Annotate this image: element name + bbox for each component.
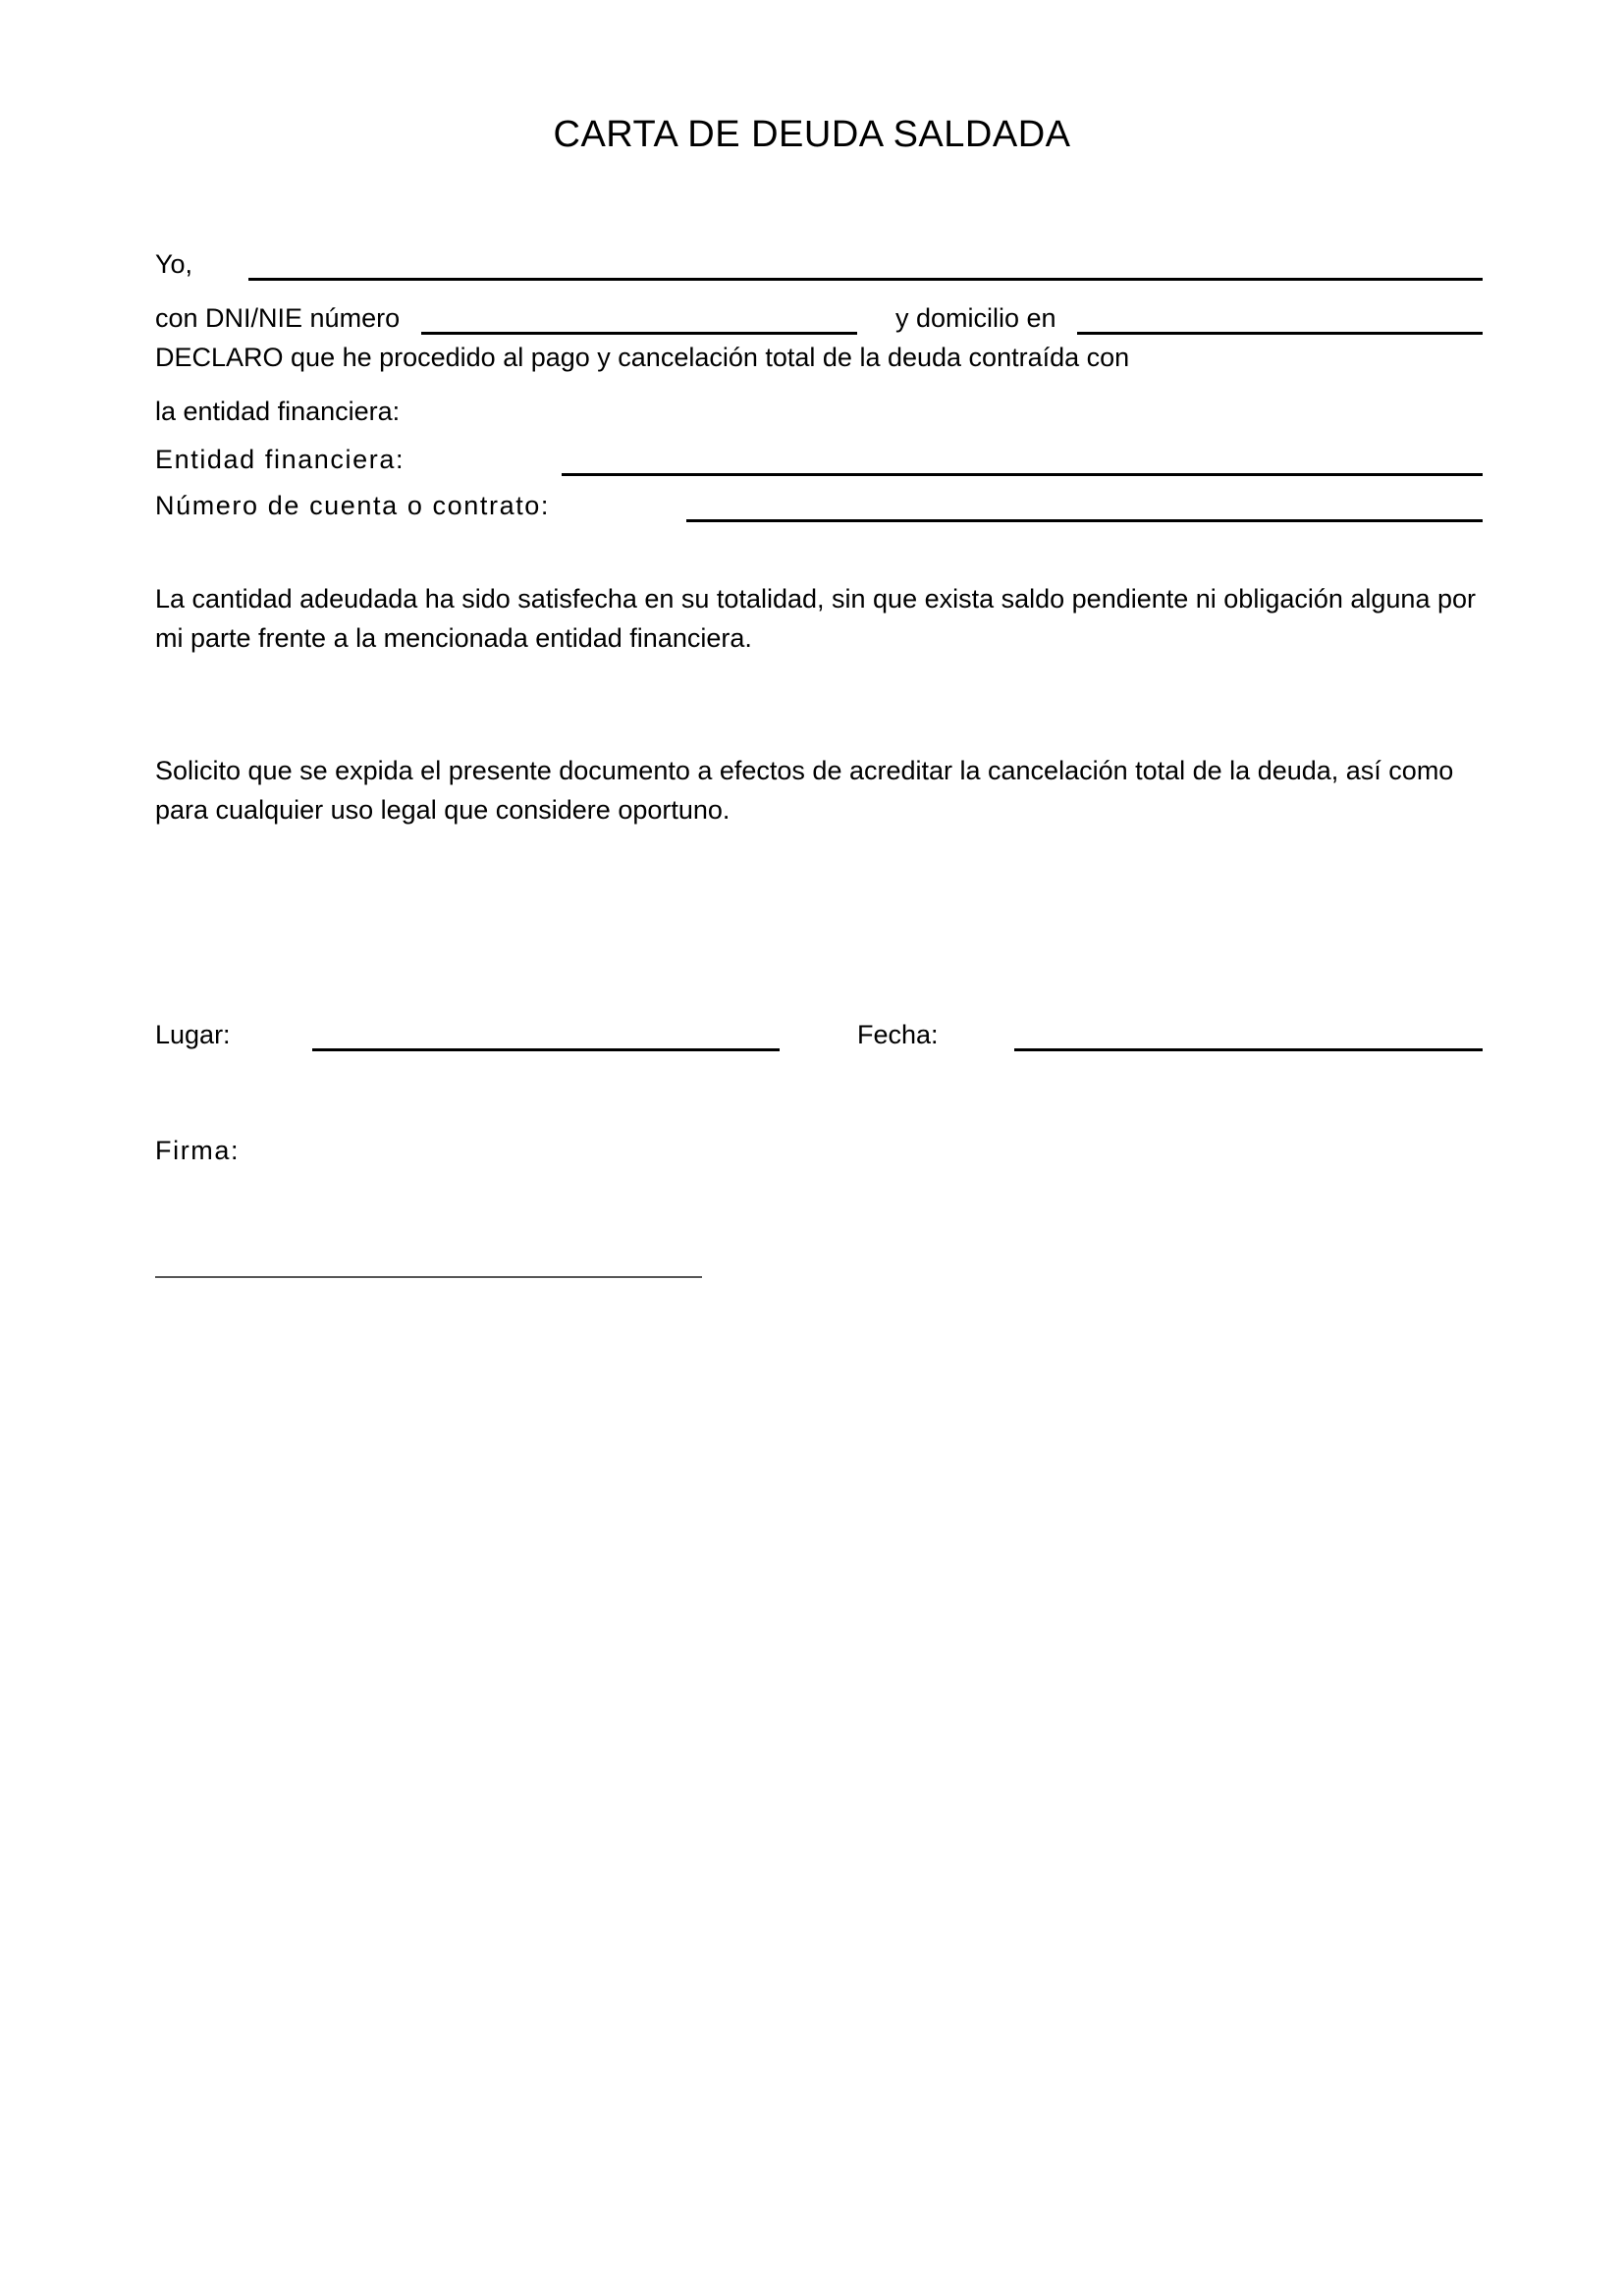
entity-label: Entidad financiera: [155,445,406,474]
place-field[interactable] [312,1048,780,1051]
entity-intro: la entidad financiera: [155,397,401,426]
signature-label: Firma: [155,1136,241,1165]
declarant-name-field[interactable] [248,278,1483,281]
date-field[interactable] [1014,1048,1483,1051]
financial-entity-field[interactable] [562,473,1483,476]
account-label: Número de cuenta o contrato: [155,491,551,520]
dni-number-field[interactable] [421,332,857,335]
document-title: CARTA DE DEUDA SALDADA [553,114,1071,155]
signature-field[interactable] [155,1276,702,1278]
date-label: Fecha: [857,1020,939,1049]
settled-paragraph: La cantidad adeudada ha sido satisfecha en su totalidad, sin que exista saldo pendiente ni obligación alguna por mi parte frente a la mencionada entidad financiera. [155,584,1476,653]
domicile-field[interactable] [1077,332,1483,335]
place-label: Lugar: [155,1020,231,1049]
declaration-line: DECLARO que he procedido al pago y cancelación total de la deuda contraída con [155,343,1130,372]
declarant-label: Yo, [155,249,193,279]
account-number-field[interactable] [686,519,1483,522]
request-paragraph: Solicito que se expida el presente documento a efectos de acreditar la cancelación total de la deuda, así como para cualquier uso legal que considere oportuno. [155,756,1454,825]
dni-label: con DNI/NIE número [155,303,401,333]
domicile-label: y domicilio en [895,303,1056,333]
